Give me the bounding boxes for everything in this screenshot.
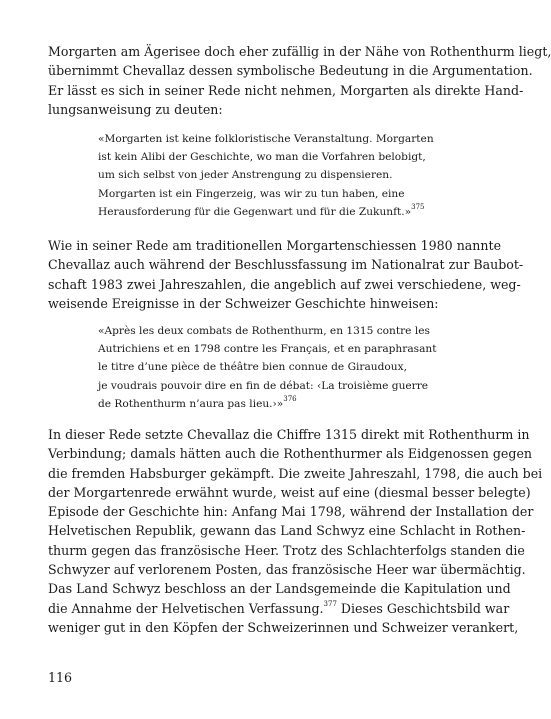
paragraph-line-with-footnote (48, 599, 510, 618)
quote-line: Morgarten ist ein Fingerzeig, was wir zu tun haben, eine (98, 187, 405, 200)
quote-line-last (98, 203, 480, 221)
paragraph-line: weniger gut in den Köpfen der Schweizerinnen und Schweizer verankert, (48, 619, 519, 635)
block-quote-1 (48, 130, 480, 221)
quote-text: Herausforderung für die Gegenwart und für die Zukunft.» (98, 205, 412, 218)
paragraph-line: Wie in seiner Rede am traditionellen Morgartenschiessen 1980 nannte (48, 238, 502, 253)
quote-line-last (98, 395, 480, 413)
paragraph-text: die Annahme der Helvetischen Verfassung. (48, 600, 324, 616)
paragraph-line: schaft 1983 zwei Jahreszahlen, die angeblich auf zwei verschiedene, weg- (48, 276, 521, 292)
paragraph-line: Helvetischen Republik, gewann das Land Schwyz eine Schlacht in Rothen- (48, 523, 526, 539)
footnote-ref-377[interactable]: 377 (323, 600, 337, 609)
paragraph-line: lungsanweisung zu deuten: (48, 101, 223, 117)
paragraph-line: die fremden Habsburger gekämpft. Die zweite Jahreszahl, 1798, die auch bei (48, 465, 543, 481)
paragraph-line: Er lässt es sich in seiner Rede nicht nehmen, Morgarten als direkte Hand- (48, 82, 524, 98)
paragraph-line: Das Land Schwyz beschloss an der Landsgemeinde die Kapitulation und (48, 581, 511, 597)
paragraph-2 (48, 236, 524, 313)
paragraph-line: Verbindung; damals hätten auch die Rothenthurmer als Eidgenossen gegen (48, 446, 533, 462)
quote-line: «Après les deux combats de Rothenthurm, en 1315 contre les (98, 325, 430, 337)
paragraph-line: Morgarten am Ägerisee doch eher zufällig in der Nähe von Rothenthurm liegt, (48, 44, 551, 59)
quote-line: Autrichiens et en 1798 contre les Français, et en paraphrasant (98, 343, 437, 356)
block-quote-2 (48, 322, 480, 413)
paragraph-line: In dieser Rede setzte Chevallaz die Chiffre 1315 direkt mit Rothenthurm in (48, 427, 530, 442)
quote-line: le titre d’une pièce de théâtre bien connue de Giraudoux, (98, 361, 407, 374)
page-number: 116 (48, 670, 73, 685)
paragraph-line: übernimmt Chevallaz dessen symbolische Bedeutung in die Argumentation. (48, 63, 533, 79)
quote-line: «Morgarten ist keine folkloristische Veranstaltung. Morgarten (98, 133, 434, 145)
paragraph-line: Schwyzer auf verlorenem Posten, das französische Heer war übermächtig. (48, 562, 526, 578)
paragraph-text: Dieses Geschichtsbild war (336, 600, 510, 616)
paragraph-line: thurm gegen das französische Heer. Trotz des Schlachterfolgs standen die (48, 542, 525, 558)
paragraph-line: Episode der Geschichte hin: Anfang Mai 1798, während der Installation der (48, 504, 534, 520)
footnote-ref-375[interactable]: 375 (411, 202, 425, 211)
footnote-ref-376[interactable]: 376 (283, 394, 297, 403)
paragraph-line: der Morgartenrede erwähnt wurde, weist auf eine (diesmal besser belegte) (48, 484, 531, 500)
paragraph-line: weisende Ereignisse in der Schweizer Geschichte hinweisen: (48, 295, 439, 311)
paragraph-line: Chevallaz auch während der Beschlussfassung im Nationalrat zur Baubot- (48, 257, 524, 273)
quote-line: ist kein Alibi der Geschichte, wo man die Vorfahren belobigt, (98, 151, 426, 164)
quote-line: um sich selbst von jeder Anstrengung zu dispensieren. (98, 169, 393, 182)
paragraph-3 (48, 425, 543, 637)
paragraph-1 (48, 42, 551, 119)
quote-text: de Rothenthurm n’aura pas lieu.›» (98, 397, 284, 410)
quote-line: je voudrais pouvoir dire en fin de débat: ‹La troisième guerre (98, 379, 429, 392)
